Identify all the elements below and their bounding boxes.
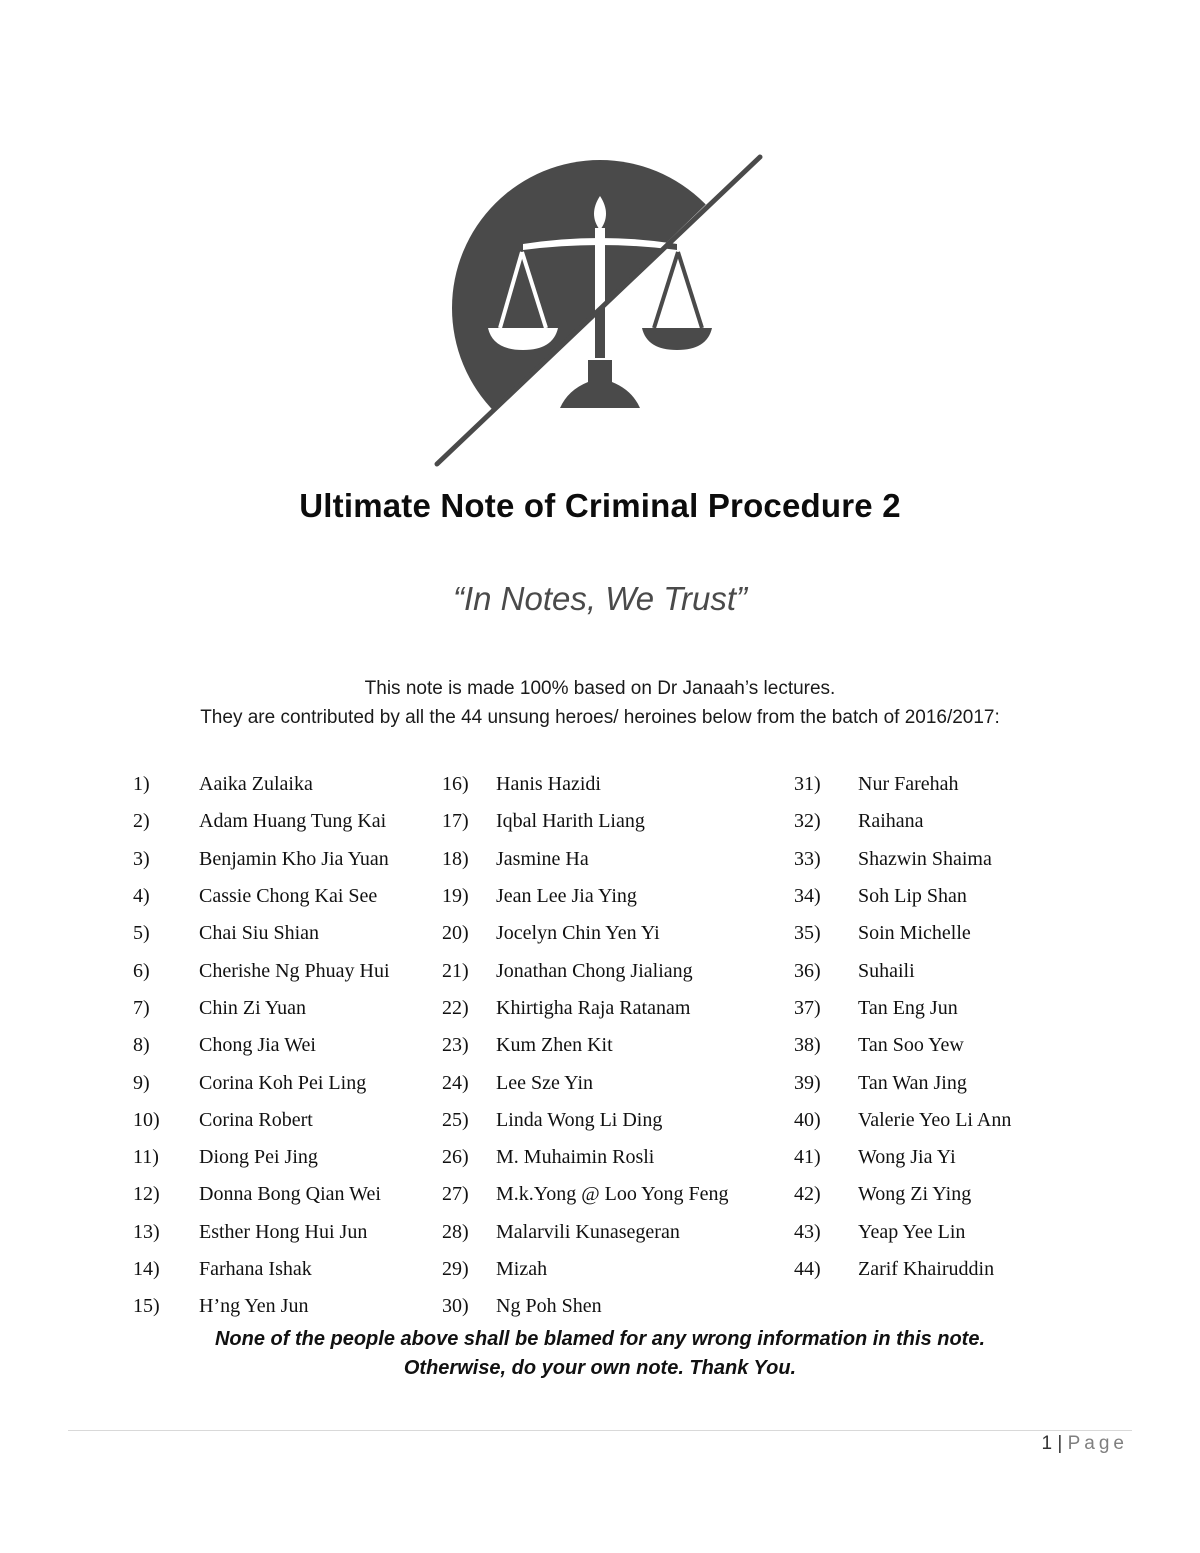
disclaimer: [0, 1325, 1200, 1383]
contributor-name: Tan Eng Jun: [858, 996, 958, 1019]
contributor-item: [442, 1102, 729, 1139]
contributor-item: [442, 1251, 729, 1288]
contributor-name: Jocelyn Chin Yen Yi: [496, 922, 660, 945]
contributor-number: 8): [133, 1034, 150, 1057]
page-footer: [1042, 1433, 1128, 1455]
contributor-number: 41): [794, 1146, 821, 1169]
contributor-number: 42): [794, 1183, 821, 1206]
contributor-name: Linda Wong Li Ding: [496, 1108, 663, 1131]
contributor-item: [133, 1027, 390, 1064]
contributor-item: [442, 766, 729, 803]
contributor-name: Yeap Yee Lin: [858, 1220, 966, 1243]
contributor-item: [442, 952, 729, 989]
motto: “In Notes, We Trust”: [452, 580, 747, 617]
contributor-number: 21): [442, 959, 469, 982]
contributor-item: [133, 1139, 390, 1176]
contributor-item: [442, 915, 729, 952]
contributor-number: 26): [442, 1146, 469, 1169]
contributor-item: [133, 841, 390, 878]
contributor-number: 24): [442, 1071, 469, 1094]
contributor-number: 34): [794, 885, 821, 908]
contributor-number: 1): [133, 773, 150, 796]
contributor-number: 11): [133, 1146, 159, 1169]
scales-of-justice-icon: [420, 150, 780, 470]
contributor-number: 4): [133, 885, 150, 908]
footer-separator: |: [1057, 1433, 1063, 1454]
contributor-column-1: [133, 766, 390, 1325]
contributor-column-3: [794, 766, 1011, 1288]
contributor-number: 27): [442, 1183, 469, 1206]
contributor-number: 22): [442, 996, 469, 1019]
contributor-name: Donna Bong Qian Wei: [199, 1183, 381, 1206]
contributor-number: 10): [133, 1108, 160, 1131]
contributor-item: [442, 841, 729, 878]
contributor-name: Ng Poh Shen: [496, 1295, 602, 1318]
contributor-name: Raihana: [858, 810, 924, 833]
contributor-number: 43): [794, 1220, 821, 1243]
contributor-name: Wong Zi Ying: [858, 1183, 972, 1206]
contributor-item: [442, 1064, 729, 1101]
contributor-name: Shazwin Shaima: [858, 847, 992, 870]
contributor-item: [794, 1027, 1011, 1064]
contributor-name: Aaika Zulaika: [199, 773, 313, 796]
contributor-number: 35): [794, 922, 821, 945]
contributor-number: 12): [133, 1183, 160, 1206]
contributor-name: Tan Soo Yew: [858, 1034, 964, 1057]
contributor-name: Tan Wan Jing: [858, 1071, 967, 1094]
contributor-number: 6): [133, 959, 150, 982]
contributor-name: Mizah: [496, 1258, 548, 1280]
contributor-item: [442, 1027, 729, 1064]
contributor-item: [133, 766, 390, 803]
contributor-name: Soh Lip Shan: [858, 885, 967, 908]
contributor-name: Corina Koh Pei Ling: [199, 1071, 367, 1094]
contributor-name: Soin Michelle: [858, 922, 971, 945]
contributor-number: 36): [794, 959, 821, 982]
contributor-name: M.k.Yong @ Loo Yong Feng: [496, 1183, 729, 1206]
contributor-item: [794, 841, 1011, 878]
contributor-item: [133, 878, 390, 915]
contributor-item: [442, 1139, 729, 1176]
disclaimer-line-2: Otherwise, do your own note. Thank You.: [403, 1357, 797, 1379]
contributor-number: 38): [794, 1034, 821, 1057]
contributor-item: [133, 915, 390, 952]
contributor-number: 19): [442, 885, 469, 908]
contributor-name: Jasmine Ha: [496, 847, 589, 870]
contributor-item: [794, 1102, 1011, 1139]
contributor-number: 23): [442, 1034, 469, 1057]
contributor-list: [0, 766, 1200, 1326]
intro-text: [0, 674, 1200, 732]
contributor-item: [794, 766, 1011, 803]
contributor-item: [133, 803, 390, 840]
contributor-number: 37): [794, 996, 821, 1019]
contributor-number: 39): [794, 1071, 821, 1094]
intro-line-2: They are contributed by all the 44 unsung heroes/ heroines below from the batch of 2016/2017:: [200, 707, 1000, 728]
contributor-number: 5): [133, 922, 150, 945]
contributor-name: Iqbal Harith Liang: [496, 810, 645, 833]
contributor-number: 13): [133, 1220, 160, 1243]
contributor-name: Chai Siu Shian: [199, 922, 320, 945]
document-title: Ultimate Note of Criminal Procedure 2: [299, 487, 901, 524]
contributor-name: Valerie Yeo Li Ann: [858, 1108, 1012, 1131]
contributor-number: 30): [442, 1295, 469, 1318]
contributor-number: 16): [442, 773, 469, 796]
contributor-name: Malarvili Kunasegeran: [496, 1220, 680, 1243]
contributor-name: Corina Robert: [199, 1108, 313, 1131]
contributor-number: 25): [442, 1108, 469, 1131]
contributor-item: [794, 803, 1011, 840]
contributor-item: [442, 1176, 729, 1213]
contributor-number: 33): [794, 847, 821, 870]
contributor-number: 31): [794, 773, 821, 796]
contributor-item: [442, 803, 729, 840]
contributor-item: [794, 915, 1011, 952]
contributor-number: 15): [133, 1295, 160, 1318]
page-label: Page: [1067, 1433, 1128, 1454]
contributor-item: [133, 990, 390, 1027]
contributor-name: Hanis Hazidi: [496, 773, 601, 796]
contributor-number: 29): [442, 1258, 469, 1280]
contributor-name: Jonathan Chong Jialiang: [496, 959, 693, 982]
contributor-name: Chong Jia Wei: [199, 1034, 316, 1057]
contributor-number: 3): [133, 847, 150, 870]
contributor-name: H’ng Yen Jun: [199, 1295, 309, 1318]
contributor-name: Nur Farehah: [858, 773, 959, 796]
contributor-item: [442, 990, 729, 1027]
contributor-number: 2): [133, 810, 150, 833]
contributor-item: [442, 1214, 729, 1251]
contributor-item: [133, 1214, 390, 1251]
contributor-name: Lee Sze Yin: [496, 1071, 594, 1094]
contributor-item: [133, 1288, 390, 1325]
contributor-item: [133, 1251, 390, 1288]
contributor-name: Cassie Chong Kai See: [199, 885, 378, 908]
contributor-name: M. Muhaimin Rosli: [496, 1146, 655, 1169]
contributor-number: 44): [794, 1258, 821, 1280]
contributor-item: [442, 1288, 729, 1325]
contributor-name: Esther Hong Hui Jun: [199, 1220, 368, 1243]
contributor-item: [133, 952, 390, 989]
contributor-item: [794, 1176, 1011, 1213]
contributor-name: Wong Jia Yi: [858, 1146, 956, 1169]
contributor-name: Jean Lee Jia Ying: [496, 885, 637, 908]
contributor-name: Kum Zhen Kit: [496, 1034, 613, 1057]
contributor-item: [794, 990, 1011, 1027]
contributor-number: 17): [442, 810, 469, 833]
contributor-number: 32): [794, 810, 821, 833]
contributor-name: Khirtigha Raja Ratanam: [496, 996, 691, 1019]
contributor-item: [794, 1064, 1011, 1101]
intro-line-1: This note is made 100% based on Dr Janaah’s lectures.: [364, 678, 836, 699]
contributor-name: Benjamin Kho Jia Yuan: [199, 847, 389, 870]
contributor-item: [133, 1102, 390, 1139]
contributor-column-2: [442, 766, 729, 1325]
page-number: 1: [1041, 1433, 1053, 1454]
contributor-item: [133, 1064, 390, 1101]
contributor-name: Farhana Ishak: [199, 1258, 312, 1280]
contributor-item: [794, 1251, 1011, 1288]
contributor-number: 28): [442, 1220, 469, 1243]
contributor-number: 20): [442, 922, 469, 945]
contributor-item: [794, 1139, 1011, 1176]
contributor-name: Suhaili: [858, 959, 915, 982]
contributor-number: 7): [133, 996, 150, 1019]
contributor-item: [794, 1214, 1011, 1251]
contributor-number: 18): [442, 847, 469, 870]
contributor-item: [794, 952, 1011, 989]
contributor-item: [133, 1176, 390, 1213]
contributor-name: Chin Zi Yuan: [199, 996, 307, 1019]
contributor-name: Adam Huang Tung Kai: [199, 810, 387, 833]
contributor-number: 14): [133, 1258, 160, 1280]
contributor-number: 40): [794, 1108, 821, 1131]
footer-divider: [68, 1430, 1132, 1431]
contributor-number: 9): [133, 1071, 150, 1094]
contributor-item: [794, 878, 1011, 915]
contributor-name: Zarif Khairuddin: [858, 1258, 995, 1280]
disclaimer-line-1: None of the people above shall be blamed for any wrong information in this note.: [214, 1328, 986, 1350]
contributor-name: Cherishe Ng Phuay Hui: [199, 959, 390, 982]
contributor-name: Diong Pei Jing: [199, 1146, 318, 1169]
contributor-item: [442, 878, 729, 915]
